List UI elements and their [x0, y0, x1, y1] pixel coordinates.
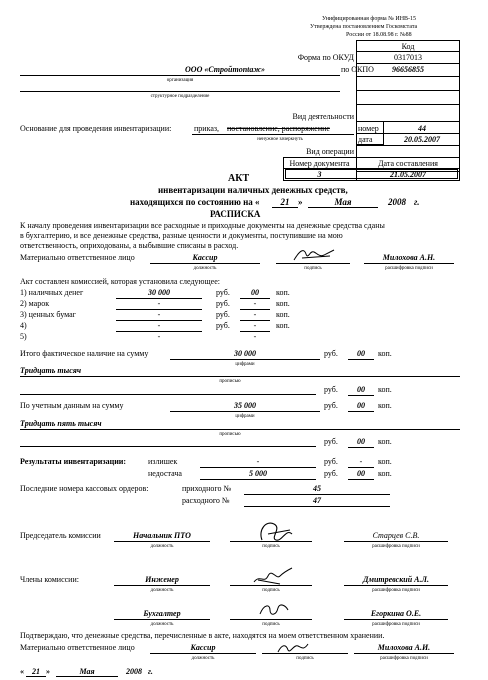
- chair-position-caption: должность: [150, 544, 174, 549]
- row1-rub: руб.: [216, 288, 230, 297]
- form-title-line2: Утверждена постановлением Госкомстата: [310, 24, 418, 30]
- outgoing-value: 47: [313, 496, 321, 505]
- acct-label: По учетным данным на сумму: [20, 401, 124, 410]
- confirm-name-caption: расшифровка подписи: [380, 656, 428, 661]
- final-year: 2008: [126, 667, 142, 676]
- act-close-quote: »: [298, 197, 303, 207]
- shortage-kop: 00: [357, 469, 365, 478]
- row2-kop-label: коп.: [276, 299, 290, 308]
- resp-label: Материально ответственное лицо: [20, 253, 135, 262]
- row3-label: 3) ценных бумаг: [20, 310, 76, 319]
- page: Унифицированная форма № ИНВ-15 Утверждена постановлением Госкомстата России от 18.08.98 г. №88 Код Форма по ОКУД 0317013 96656855 Вид деятельности номер 44 дата 20.05.2007 Вид операции ООО «Стройmontaж» по ОКПО организация структурное подразделение Основание для проведения инвентаризации: приказ, постановление, распоряжение ненужное зачеркнуть Номер документа Дата составления 3 21.05.2007 АКТ инвентаризации наличных денежных средств, находящихся по состоянию на « 21 » Мая 2008 г. РАСПИСКА К началу проведения инвентаризации все расходные и приходные документы на денежные средства сданы в бухгалтерию, и все денежные средства, разные ценности и документы, поступившие на мою ответственность, оприходованы, а выбывшие списаны в расход. Материально ответственное лицо Кассир должность подпись Милохова А.Н. расшифровка подписи Акт составлен комиссией, которая установила следующее: 1) наличных денег 30 000 руб. 00 коп. 2) марок - руб. - коп. 3) ценных бумаг - руб. - коп. 4) - руб. - коп. 5) - - Итого фактическое наличие на сумму 30 000 цифрами руб. 00 коп. Тридцать тысяч прописью руб. 00 коп. По учетным данным на сумму 35 000 цифрами руб. 00 коп. Тридцать пять тысяч прописью руб. 00 коп. Результаты инвентаризации: излишек - руб. - коп. недостача 5 000 руб. 00 коп. Последние номера кассовых ордеров: приходного № 45 расходного № 47 Председатель комиссии Начальник ПТО должность подпись Старцев С.В. расшифровка подписи Члены комиссии: Инженер должность подпись Дмитревский А.Л. расшифровка подписи Бухгалтер должность подпись Егоркина О.Е. расшифровка подписи Подтверждаю, что денежные средства, перечисленные в акте, находятся на моем ответственном хранении. Материально ответственное лицо Кассир должность подпись Милохова А.И. расшифровка подписи « 21 » Мая 2008 г.: [0, 0, 488, 680]
- member1-name-caption: расшифровка подписи: [372, 588, 420, 593]
- activity-label: Вид деятельности: [292, 112, 354, 121]
- acct-words-rub: руб.: [324, 437, 338, 446]
- order-number-value: 44: [418, 124, 426, 133]
- chair-name-caption: расшифровка подписи: [372, 544, 420, 549]
- basis-struck: постановление, распоряжение: [227, 124, 330, 133]
- row1-kop: 00: [251, 288, 259, 297]
- intro-line2: в бухгалтерию, и все денежные средства, разные ценности и документы, поступившие на мою: [20, 231, 343, 240]
- okud-value: 0317013: [394, 53, 422, 62]
- act-title: АКТ: [228, 173, 250, 184]
- row1-label: 1) наличных денег: [20, 288, 84, 297]
- row2-value: -: [157, 299, 161, 308]
- form-title-line1: Унифицированная форма № ИНВ-15: [322, 16, 417, 22]
- surplus-kop: -: [359, 457, 363, 466]
- fact-words: Тридцать тысяч: [20, 366, 82, 375]
- act-subtitle: инвентаризации наличных денежных средств,: [158, 185, 348, 195]
- row3-kop-label: коп.: [276, 310, 290, 319]
- confirm-label: Материально ответственное лицо: [20, 643, 135, 652]
- resp-position-caption: должность: [193, 266, 217, 271]
- acct-kop: 00: [357, 401, 365, 410]
- row2-kop: -: [253, 299, 257, 308]
- okud-label: Форма по ОКУД: [297, 53, 354, 62]
- row1-value: 30 000: [148, 288, 170, 297]
- act-year-suffix: г.: [414, 197, 420, 207]
- intro-line1: К началу проведения инвентаризации все расходные и приходные документы на денежные средства сданы: [20, 221, 385, 230]
- basis-caption: ненужное зачеркнуть: [257, 137, 303, 142]
- acct-kop-label: коп.: [378, 401, 392, 410]
- resp-position: Кассир: [192, 253, 218, 262]
- surplus-label: излишек: [148, 457, 178, 466]
- final-year-suffix: г.: [148, 667, 153, 676]
- row2-label: 2) марок: [20, 299, 50, 308]
- confirm-text: Подтверждаю, что денежные средства, перечисленные в акте, находятся на моем ответственном хранении.: [20, 631, 385, 640]
- member2-position-caption: должность: [150, 622, 174, 627]
- member2-name: Егоркина О.Е.: [370, 609, 422, 618]
- acct-value: 35 000: [234, 401, 256, 410]
- row5-label: 5): [20, 332, 27, 341]
- final-day: 21: [32, 667, 40, 676]
- fact-words-kop: 00: [357, 385, 365, 394]
- operation-label: Вид операции: [306, 147, 354, 156]
- chair-label: Председатель комиссии: [20, 531, 101, 540]
- row3-value: -: [157, 310, 161, 319]
- act-day: 21: [280, 197, 290, 207]
- member1-sign-caption: подпись: [262, 588, 280, 593]
- incoming-value: 45: [313, 484, 321, 493]
- fact-words-rub: руб.: [324, 385, 338, 394]
- order-number-label: номер: [358, 124, 379, 133]
- shortage-kop-label: коп.: [378, 469, 392, 478]
- fact-kop-label: коп.: [378, 349, 392, 358]
- row4-kop: -: [253, 321, 257, 330]
- member2-position: Бухгалтер: [143, 609, 181, 618]
- doc-number-label: Номер документа: [289, 159, 350, 168]
- confirm-position: Кассир: [190, 643, 216, 652]
- member1-position-caption: должность: [150, 588, 174, 593]
- subdivision-caption: структурное подразделение: [150, 94, 210, 99]
- members-label: Члены комиссии:: [20, 575, 79, 584]
- row3-rub: руб.: [216, 310, 230, 319]
- intro-line3: ответственность, оприходованы, а выбывшие списаны в расход.: [20, 241, 239, 250]
- acct-words: Тридцать пять тысяч: [20, 419, 102, 428]
- row4-kop-label: коп.: [276, 321, 290, 330]
- okpo-label: по ОКПО: [341, 65, 374, 74]
- org-name: ООО «Стройmontaж»: [185, 65, 265, 74]
- last-docs-label: Последние номера кассовых ордеров:: [20, 484, 149, 493]
- form-title-line3: России от 18.08.98 г. №88: [346, 32, 412, 38]
- row4-rub: руб.: [216, 321, 230, 330]
- row4-value: -: [157, 321, 161, 330]
- outgoing-label: расходного №: [182, 496, 230, 505]
- org-caption: организация: [166, 78, 194, 83]
- act-date-prefix: находящихся по состоянию на «: [130, 197, 260, 207]
- acct-digits-caption: цифрами: [235, 414, 255, 419]
- act-month: Мая: [334, 197, 352, 207]
- resp-name: Милохова А.Н.: [382, 253, 436, 262]
- fact-label: Итого фактическое наличие на сумму: [20, 349, 149, 358]
- okpo-value: 96656855: [392, 65, 424, 74]
- basis-order: приказ,: [194, 124, 220, 133]
- member1-position: Инженер: [145, 575, 179, 584]
- kod-label: Код: [401, 42, 415, 51]
- order-date-value: 20.05.2007: [404, 135, 440, 144]
- acct-words-kop: 00: [357, 437, 365, 446]
- receipt-title: РАСПИСКА: [210, 209, 261, 219]
- surplus-value: -: [256, 457, 260, 466]
- basis-label: Основание для проведения инвентаризации:: [20, 124, 172, 133]
- commission-intro: Акт составлен комиссией, которая установила следующее:: [20, 277, 220, 286]
- doc-number-value: 3: [317, 170, 322, 179]
- member2-signature-icon: [256, 598, 290, 620]
- row3-kop: -: [253, 310, 257, 319]
- resp-name-caption: расшифровка подписи: [385, 266, 433, 271]
- acct-rub: руб.: [324, 401, 338, 410]
- acct-words-kop-label: коп.: [378, 437, 392, 446]
- confirm-position-caption: должность: [191, 656, 215, 661]
- row1-kop-label: коп.: [276, 288, 290, 297]
- chair-name: Старцев С.В.: [372, 531, 420, 540]
- fact-kop: 00: [357, 349, 365, 358]
- member2-name-caption: расшифровка подписи: [372, 622, 420, 627]
- confirm-name: Милохова А.И.: [377, 643, 431, 652]
- shortage-value: 5 000: [249, 469, 267, 478]
- incoming-label: приходного №: [182, 484, 232, 493]
- fact-rub: руб.: [324, 349, 338, 358]
- resp-sign-caption: подпись: [304, 266, 322, 271]
- order-date-label: дата: [358, 135, 373, 144]
- confirm-sign-caption: подпись: [296, 656, 314, 661]
- fact-words-kop-label: коп.: [378, 385, 392, 394]
- doc-date-label: Дата составления: [378, 159, 438, 168]
- results-label: Результаты инвентаризации:: [20, 457, 127, 466]
- shortage-label: недостача: [148, 469, 182, 478]
- doc-date-value: 21.05.2007: [390, 170, 426, 179]
- final-close-quote: »: [46, 667, 50, 676]
- surplus-rub: руб.: [324, 457, 338, 466]
- surplus-kop-label: коп.: [378, 457, 392, 466]
- chair-position: Начальник ПТО: [133, 531, 191, 540]
- row2-rub: руб.: [216, 299, 230, 308]
- row5-kop: -: [253, 332, 257, 341]
- acct-words-caption: прописью: [219, 432, 241, 437]
- row5-value: -: [157, 332, 161, 341]
- shortage-rub: руб.: [324, 469, 338, 478]
- member2-sign-caption: подпись: [262, 622, 280, 627]
- fact-value: 30 000: [234, 349, 256, 358]
- chair-sign-caption: подпись: [262, 544, 280, 549]
- fact-digits-caption: цифрами: [235, 362, 255, 367]
- final-month: Мая: [79, 667, 95, 676]
- row4-label: 4): [20, 321, 27, 330]
- member1-name: Дмитревский А.Л.: [363, 575, 429, 584]
- fact-words-caption: прописью: [219, 379, 241, 384]
- act-year: 2008: [388, 197, 406, 207]
